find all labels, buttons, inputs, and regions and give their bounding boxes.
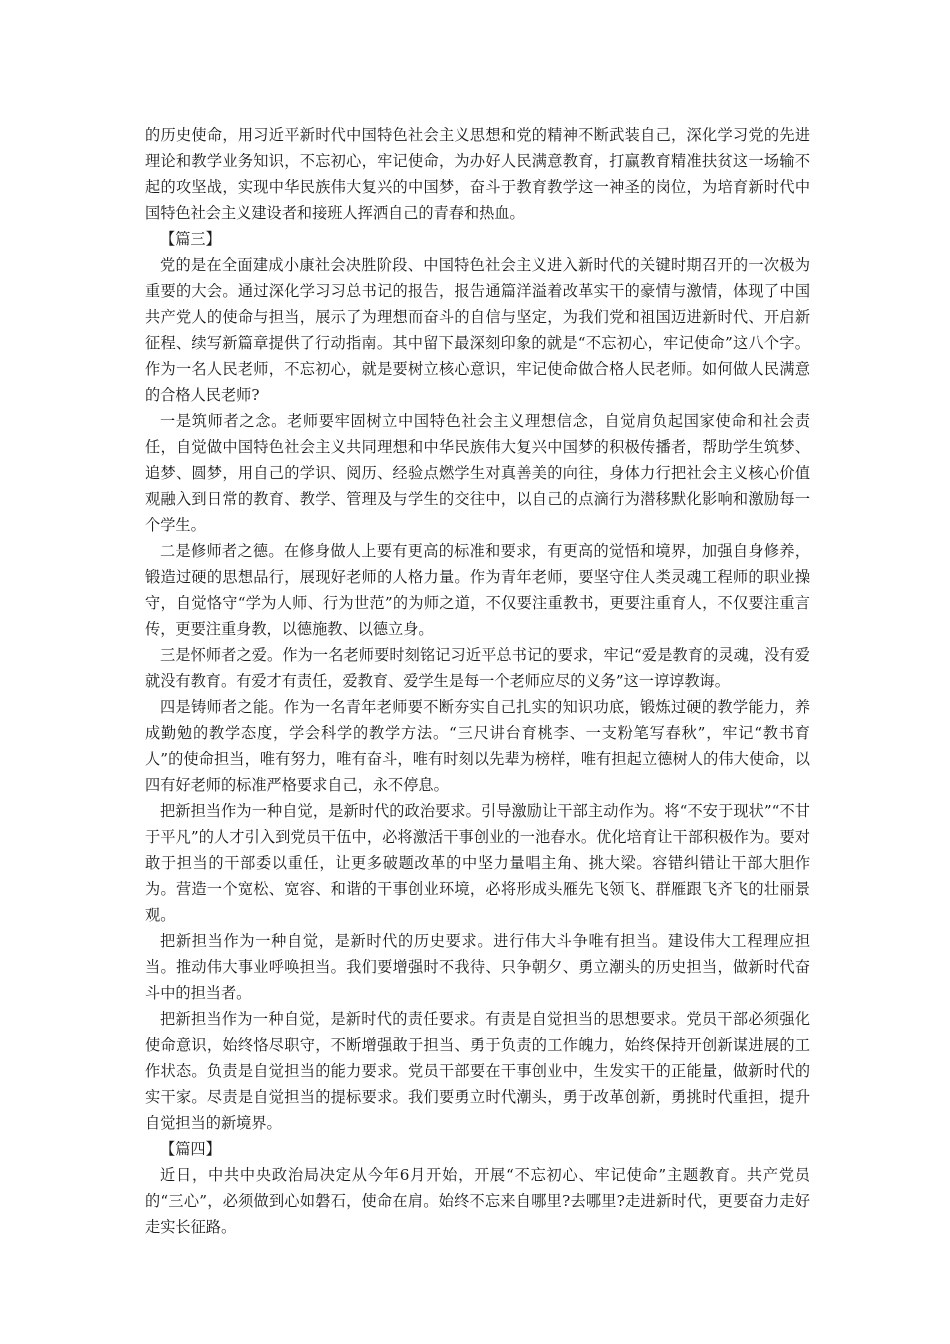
paragraph: 四是铸师者之能。作为一名青年老师要不断夯实自己扎实的知识功底，锻炼过硬的教学能力，养成勤勉的教学态度，学会科学的教学方法。“三尺讲台育桃李、一支粉笔写春秋”，牢记“教书育人”的使命担当，唯有努力，唯有奋斗，唯有时刻以先辈为榜样，唯有担起立德树人的伟大使命，以四有好老师的标准严格要求自己，永不停息。 — [145, 698, 810, 794]
section-heading-part-four: 【篇四】 — [160, 1140, 221, 1158]
section-heading-part-three: 【篇三】 — [160, 230, 221, 248]
paragraph: 党的是在全面建成小康社会决胜阶段、中国特色社会主义进入新时代的关键时期召开的一次极为重要的大会。通过深化学习习总书记的报告，报告通篇洋溢着改革实干的豪情与激情，体现了中国共产党人的使命与担当，展示了为理想而奋斗的自信与坚定，为我们党和祖国迈进新时代、开启新征程、续写新篇章提供了行动指南。其中留下最深刻印象的就是“不忘初心，牢记使命”这八个字。作为一名人民老师，不忘初心，就是要树立核心意识，牢记使命做合格人民老师。如何做人民满意的合格人民老师? — [145, 256, 810, 404]
paragraph: 把新担当作为一种自觉，是新时代的历史要求。进行伟大斗争唯有担当。建设伟大工程理应担当。推动伟大事业呼唤担当。我们要增强时不我待、只争朝夕、勇立潮头的历史担当，做新时代奋斗中的担当者。 — [145, 932, 810, 1002]
paragraph: 近日，中共中央政治局决定从今年6月开始，开展“不忘初心、牢记使命”主题教育。共产党员的“三心”，必须做到心如磐石，使命在肩。始终不忘来自哪里?去哪里?走进新时代，更要奋力走好走实长征路。 — [145, 1166, 810, 1236]
paragraph: 一是筑师者之念。老师要牢固树立中国特色社会主义理想信念，自觉肩负起国家使命和社会责任，自觉做中国特色社会主义共同理想和中华民族伟大复兴中国梦的积极传播者，帮助学生筑梦、追梦、圆梦，用自己的学识、阅历、经验点燃学生对真善美的向往，身体力行把社会主义核心价值观融入到日常的教育、教学、管理及与学生的交往中，以自己的点滴行为潜移默化影响和激励每一个学生。 — [145, 412, 810, 534]
paragraph: 三是怀师者之爱。作为一名老师要时刻铭记习近平总书记的要求，牢记“爱是教育的灵魂，没有爱就没有教育。有爱才有责任，爱教育、爱学生是每一个老师应尽的义务”这一谆谆教诲。 — [145, 646, 810, 690]
paragraph: 把新担当作为一种自觉，是新时代的政治要求。引导激励让干部主动作为。将“不安于现状”“不甘于平凡”的人才引入到党员干伍中，必将激活干事创业的一池春水。优化培育让干部积极作为。要对敢于担当的干部委以重任，让更多破题改革的中坚力量唱主角、挑大梁。容错纠错让干部大胆作为。营造一个宽松、宽容、和谐的干事创业环境，必将形成头雁先飞领飞、群雁跟飞齐飞的壮丽景观。 — [145, 802, 810, 924]
paragraph: 把新担当作为一种自觉，是新时代的责任要求。有责是自觉担当的思想要求。党员干部必须强化使命意识，始终恪尽职守，不断增强敢于担当、勇于负责的工作魄力，始终保持开创新谋进展的工作状态。负责是自觉担当的能力要求。党员干部要在干事创业中，生发实干的正能量，做新时代的实干家。尽责是自觉担当的提标要求。我们要勇立时代潮头，勇于改革创新，勇挑时代重担，提升自觉担当的新境界。 — [145, 1010, 810, 1132]
document-body — [145, 122, 810, 1240]
paragraph: 二是修师者之德。在修身做人上要有更高的标准和要求，有更高的觉悟和境界，加强自身修养，锻造过硬的思想品行，展现好老师的人格力量。作为青年老师，要坚守住人类灵魂工程师的职业操守，自觉恪守“学为人师、行为世范”的为师之道，不仅要注重教书，更要注重育人，不仅要注重言传，更要注重身教，以德施教、以德立身。 — [145, 542, 810, 638]
paragraph-continuation: 的历史使命，用习近平新时代中国特色社会主义思想和党的精神不断武装自己，深化学习党的先进理论和教学业务知识，不忘初心，牢记使命，为办好人民满意教育，打赢教育精准扶贫这一场输不起的攻坚战，实现中华民族伟大复兴的中国梦，奋斗于教育教学这一神圣的岗位，为培育新时代中国特色社会主义建设者和接班人挥洒自己的青春和热血。 — [145, 126, 810, 222]
